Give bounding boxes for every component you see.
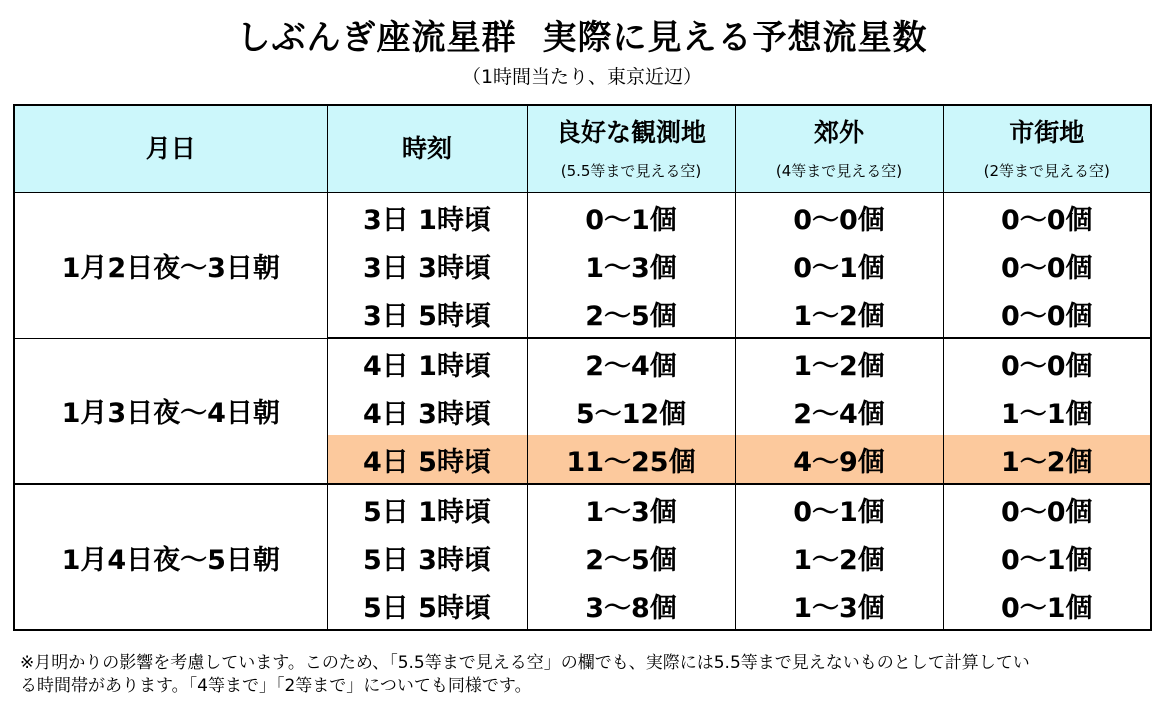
page-subtitle: （1時間当たり、東京近辺）	[461, 66, 703, 88]
good-cell: 3～8個	[527, 581, 735, 630]
time-cell: 4日 5時頃	[327, 435, 527, 484]
date-cell: 1月3日夜～4日朝	[14, 338, 327, 484]
city-cell: 1～1個	[943, 387, 1151, 435]
header-row	[14, 105, 1151, 193]
good-cell: 5～12個	[527, 387, 735, 435]
time-cell: 5日 3時頃	[327, 533, 527, 581]
good-cell: 2～5個	[527, 533, 735, 581]
good-cell: 2～5個	[527, 289, 735, 338]
good-cell: 0～1個	[527, 193, 735, 242]
suburb-cell: 0～0個	[735, 193, 943, 242]
good-cell: 11～25個	[527, 435, 735, 484]
good-cell: 1～3個	[527, 484, 735, 533]
time-cell: 4日 3時頃	[327, 387, 527, 435]
header-time: 時刻	[327, 105, 527, 193]
meteor-count-table	[13, 104, 1152, 631]
title-right: 実際に見える予想流星数	[542, 18, 928, 58]
header-good: 良好な観測地 (5.5等まで見える空)	[527, 105, 735, 193]
city-cell: 0～0個	[943, 193, 1151, 242]
header-suburb: 郊外 (4等まで見える空)	[735, 105, 943, 193]
city-cell: 0～1個	[943, 533, 1151, 581]
suburb-cell: 0～1個	[735, 241, 943, 289]
date-cell: 1月2日夜～3日朝	[14, 193, 327, 339]
good-cell: 1～3個	[527, 241, 735, 289]
city-cell: 1～2個	[943, 435, 1151, 484]
suburb-cell: 1～3個	[735, 581, 943, 630]
suburb-cell: 1～2個	[735, 289, 943, 338]
city-cell: 0～0個	[943, 338, 1151, 387]
suburb-cell: 1～2個	[735, 338, 943, 387]
time-cell: 3日 3時頃	[327, 241, 527, 289]
title-left: しぶんぎ座流星群	[236, 18, 517, 58]
city-cell: 0～1個	[943, 581, 1151, 630]
city-cell: 0～0個	[943, 241, 1151, 289]
suburb-cell: 1～2個	[735, 533, 943, 581]
suburb-cell: 4～9個	[735, 435, 943, 484]
footnote-line-1: ※月明かりの影響を考慮しています。このため、「5.5等まで見える空」の欄でも、実際には5.5等まで見えないものとして計算してい	[20, 653, 1030, 673]
footnote-line-2: る時間帯があります。「4等まで」「2等まで」についても同様です。	[20, 676, 532, 696]
suburb-cell: 2～4個	[735, 387, 943, 435]
city-cell: 0～0個	[943, 289, 1151, 338]
table-row	[14, 338, 1151, 387]
table-row	[14, 193, 1151, 242]
table-row	[14, 484, 1151, 533]
suburb-cell: 0～1個	[735, 484, 943, 533]
time-cell: 4日 1時頃	[327, 338, 527, 387]
time-cell: 5日 5時頃	[327, 581, 527, 630]
time-cell: 3日 1時頃	[327, 193, 527, 242]
date-cell: 1月4日夜～5日朝	[14, 484, 327, 630]
time-cell: 5日 1時頃	[327, 484, 527, 533]
page-title	[0, 10, 1164, 59]
footnote	[20, 652, 1150, 698]
good-cell: 2～4個	[527, 338, 735, 387]
city-cell: 0～0個	[943, 484, 1151, 533]
header-city: 市街地 (2等まで見える空)	[943, 105, 1151, 193]
time-cell: 3日 5時頃	[327, 289, 527, 338]
header-date: 月日	[14, 105, 327, 193]
